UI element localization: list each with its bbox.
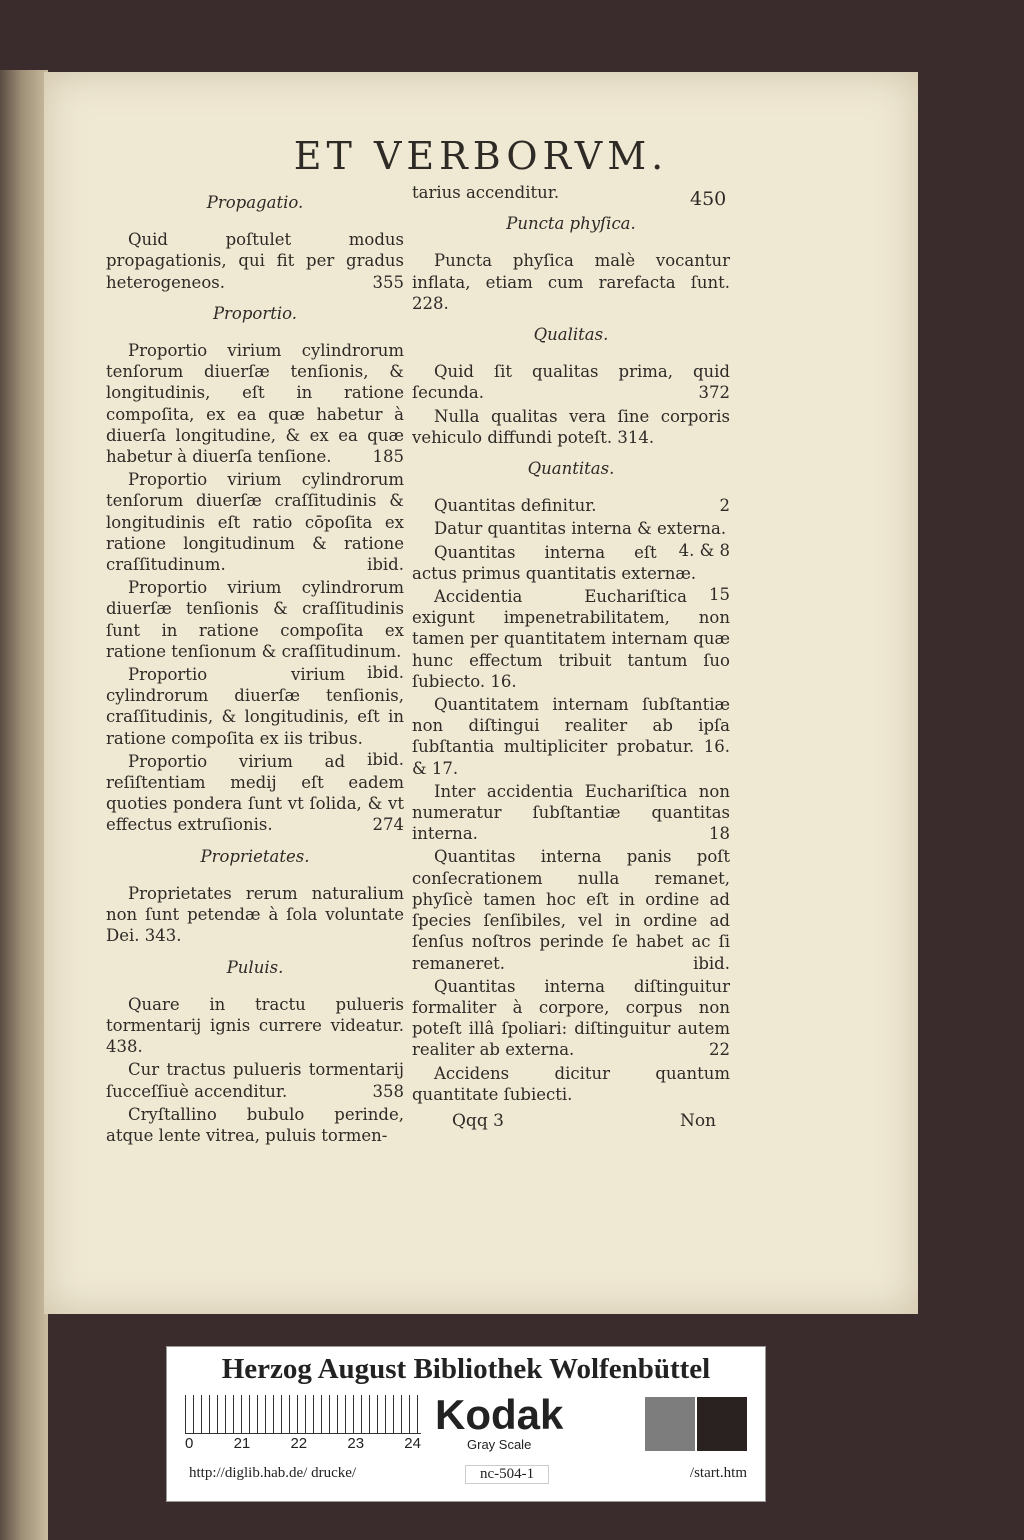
index-entry: Quid ſit qualitas prima, quid ſecunda. 372	[412, 362, 730, 403]
adjacent-page-edge	[0, 70, 48, 1540]
index-entry: Cur tractus pulueris tormentarij ſucceſſiuè accenditur. 358	[106, 1060, 404, 1101]
right-column	[412, 182, 730, 1132]
ruler-numbers: 0 21 22 23 24	[185, 1435, 421, 1452]
signature-mark: Qqq 3	[452, 1110, 504, 1131]
index-entry: Quantitas interna eſt actus primus quantitatis externæ. 15	[412, 542, 730, 605]
library-name: Herzog August Bibliothek Wolfenbüttel	[221, 1353, 711, 1385]
index-entry: Proprietates rerum naturalium non ſunt petendæ à ſola voluntate Dei. 343.	[106, 883, 404, 946]
library-target-card	[166, 1346, 766, 1502]
index-entry: Cryſtallino bubulo perinde, atque lente vitrea, puluis tormen-	[106, 1104, 404, 1145]
index-entry: Proportio virium cylindrorum tenſorum diuerſæ craſſitudinis & longitudinis eſt ratio cōpoſita ex ratione longitudinum & ratione craſſitudinum. ibid.	[106, 470, 404, 575]
index-heading: Quantitas.	[527, 459, 615, 479]
index-entry: Quantitatem internam ſubſtantiæ non diſtingui realiter ab ipſa ſubſtantia multipliciter probatur. 16. & 17.	[412, 695, 730, 778]
gray-scale-label: Gray Scale	[467, 1437, 532, 1452]
running-header: ET VERBORVM.	[293, 134, 669, 178]
index-heading: Puncta phyſica.	[506, 214, 636, 234]
page-number: 450	[690, 188, 727, 210]
index-entry: Quid poſtulet modus propagationis, qui fit per gradus heterogeneos. 355	[106, 230, 404, 292]
continued-entry: tarius accenditur.	[412, 183, 560, 202]
index-heading: Proprietates.	[200, 846, 310, 866]
index-entry: Proportio virium cylindrorum diuerſæ tenſionis & craſſitudinis ſunt in ratione compoſita ex ratione tenſionum & craſſitudinum. ibid.	[106, 578, 404, 683]
index-entry: Quantitas definitur. 2	[434, 496, 730, 516]
scale-ruler	[185, 1395, 421, 1434]
index-heading: Proportio.	[212, 303, 298, 323]
index-entry: Accidens dicitur quantum quantitate ſubiecti.	[412, 1063, 730, 1104]
catchword: Non	[679, 1110, 716, 1131]
index-entry: Proportio virium cylindrorum tenſorum diuerſæ tenſionis, & longitudinis, eſt in ratione compoſita, ex ea quæ habetur à diuerſa longitudine, & ex ea quæ habetur à diuerſa tenſione. 185	[106, 341, 404, 467]
index-entry: Inter accidentia Euchariſtica non numeratur ſubſtantiæ quantitas interna. 18	[412, 781, 730, 844]
index-entry: Quare in tractu pulueris tormentarij ignis currere videatur. 438.	[106, 994, 404, 1057]
gray-swatch-dark	[697, 1397, 747, 1451]
index-entry: Quantitas interna diſtinguitur formaliter à corpore, corpus non poteſt illâ ſpoliari: diſtinguitur autem realiter ab externa. 22	[412, 976, 730, 1060]
library-url: http://diglib.hab.de/ drucke/	[189, 1465, 357, 1481]
index-heading: Qualitas.	[533, 325, 609, 345]
page-footer	[412, 1111, 730, 1132]
index-entry: Nulla qualitas vera ſine corporis vehiculo diffundi poteſt. 314.	[412, 406, 730, 447]
index-heading: Propagatio.	[206, 193, 304, 212]
index-entry: Datur quantitas interna & externa. 4. & 8	[434, 519, 730, 560]
index-entry: Accidentia Euchariſtica exigunt impenetrabilitatem, non tamen per quantitatem internam quæ hunc effectum tribuit tantum ſuo ſubiecto. 16.	[412, 587, 730, 691]
shelf-code: nc-504-1	[465, 1465, 549, 1484]
gray-swatch-white	[593, 1397, 643, 1451]
book-page	[44, 72, 918, 1314]
index-entry: Puncta phyſica malè vocantur inflata, etiam cum rarefacta ſunt. 228.	[412, 251, 730, 313]
left-column	[106, 182, 404, 1148]
start-path: /start.htm	[689, 1465, 747, 1481]
gray-swatch-mid	[645, 1397, 695, 1451]
index-entry: Quantitas interna panis poſt conſecrationem nulla remanet, phyſicè tamen hoc eſt in ordine ad ſpecies ſenſibiles, vel in ordine ad ſenſus noſtros perinde ſe habet ac ſi remaneret. ibid.	[412, 847, 730, 973]
index-entry: Proportio virium ad reſiſtentiam medij eſt eadem quoties pondera ſunt vt ſolida, & vt effectus extruſionis. 274	[106, 751, 404, 835]
kodak-logo: Kodak	[435, 1391, 564, 1438]
index-entry: Proportio virium cylindrorum diuerſæ tenſionis, craſſitudinis, & longitudinis, eſt in ratione compoſita ex iis tribus. ibid.	[106, 665, 404, 769]
index-heading: Puluis.	[226, 957, 284, 977]
